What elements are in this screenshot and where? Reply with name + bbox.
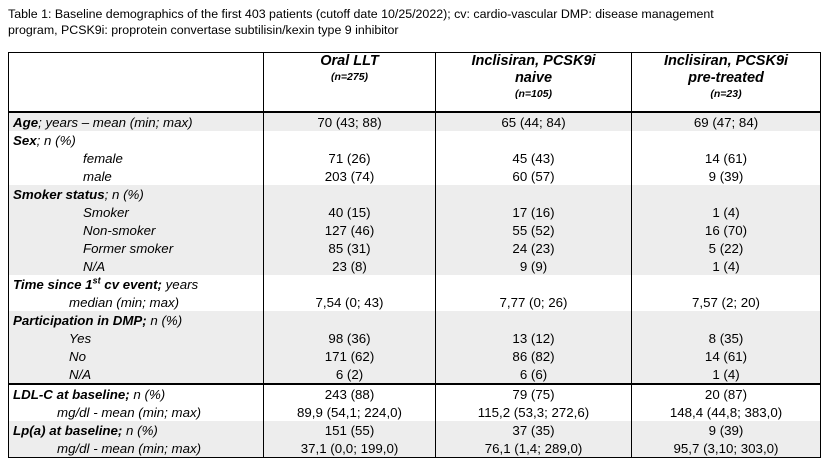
table-row-male	[9, 167, 821, 185]
table-row-median	[9, 293, 821, 311]
caption-line-1: Table 1: Baseline demographics of the first 403 patients (cutoff date 10/25/2022); cv: cardio-vascular DMP: disease management	[8, 7, 714, 21]
row-label: Non-smoker	[9, 221, 264, 239]
header-oral-llt	[264, 53, 436, 113]
header-inclisiran-pretreated	[632, 53, 821, 113]
table-row-non-smoker	[9, 221, 821, 239]
cell-value: 151 (55)	[264, 421, 436, 439]
table-row-ldl-c	[9, 384, 821, 403]
table-row-sex	[9, 131, 821, 149]
column-title: Inclisiran, PCSK9i	[663, 53, 789, 69]
cell-value: 6 (6)	[436, 365, 632, 384]
cell-value: 7,57 (2; 20)	[632, 293, 821, 311]
cell-value: 6 (2)	[264, 365, 436, 384]
cell-value: 98 (36)	[264, 329, 436, 347]
cell-value: 20 (87)	[632, 384, 821, 403]
caption-line-2: program, PCSK9i: proprotein convertase subtilisin/kexin type 9 inhibitor	[8, 23, 399, 37]
row-label: Yes	[9, 329, 264, 347]
column-title: Inclisiran, PCSK9i	[471, 53, 596, 69]
header-row	[9, 53, 821, 113]
cell-value: 55 (52)	[436, 221, 632, 239]
row-label: Sex; n (%)	[9, 131, 264, 149]
row-label: male	[9, 167, 264, 185]
row-label: mg/dl - mean (min; max)	[9, 403, 264, 421]
cell-value: 115,2 (53,3; 272,6)	[436, 403, 632, 421]
cell-value: 171 (62)	[264, 347, 436, 365]
cell-value: 95,7 (3,10; 303,0)	[632, 439, 821, 458]
cell-value: 37,1 (0,0; 199,0)	[264, 439, 436, 458]
row-label: median (min; max)	[9, 293, 264, 311]
column-n: (n=275)	[330, 71, 369, 83]
table-caption	[8, 6, 820, 38]
table-row-time-since-cv-event	[9, 275, 821, 293]
cell-value: 85 (31)	[264, 239, 436, 257]
row-label: Former smoker	[9, 239, 264, 257]
table-row-smoker-status	[9, 185, 821, 203]
table-row-former-smoker	[9, 239, 821, 257]
row-label: N/A	[9, 365, 264, 384]
cell-value: 1 (4)	[632, 365, 821, 384]
row-label: Smoker status; n (%)	[9, 185, 264, 203]
cell-value: 148,4 (44,8; 383,0)	[632, 403, 821, 421]
cell-value: 9 (9)	[436, 257, 632, 275]
cell-value: 71 (26)	[264, 149, 436, 167]
table-row-female	[9, 149, 821, 167]
cell-value: 7,77 (0; 26)	[436, 293, 632, 311]
table-row-dmp	[9, 311, 821, 329]
cell-value: 23 (8)	[264, 257, 436, 275]
cell-value: 70 (43; 88)	[264, 112, 436, 131]
column-n: (n=105)	[514, 88, 553, 100]
row-label: Lp(a) at baseline; n (%)	[9, 421, 264, 439]
row-label: mg/dl - mean (min; max)	[9, 439, 264, 458]
cell-value: 9 (39)	[632, 167, 821, 185]
table-row-lpa-mean	[9, 439, 821, 458]
cell-value: 60 (57)	[436, 167, 632, 185]
cell-value: 40 (15)	[264, 203, 436, 221]
cell-value: 16 (70)	[632, 221, 821, 239]
row-label: Smoker	[9, 203, 264, 221]
row-label: Age; years – mean (min; max)	[9, 112, 264, 131]
row-label: No	[9, 347, 264, 365]
cell-value: 65 (44; 84)	[436, 112, 632, 131]
cell-value: 8 (35)	[632, 329, 821, 347]
table-row-na-dmp	[9, 365, 821, 384]
column-n: (n=23)	[710, 88, 742, 100]
header-empty-cell	[9, 53, 264, 113]
cell-value: 1 (4)	[632, 203, 821, 221]
column-title: Oral LLT	[320, 53, 379, 69]
table-row-smoker	[9, 203, 821, 221]
table-row-yes	[9, 329, 821, 347]
row-label: LDL-C at baseline; n (%)	[9, 384, 264, 403]
cell-value: 5 (22)	[632, 239, 821, 257]
table-row-lpa	[9, 421, 821, 439]
cell-value: 76,1 (1,4; 289,0)	[436, 439, 632, 458]
cell-value: 7,54 (0; 43)	[264, 293, 436, 311]
table-row-no	[9, 347, 821, 365]
cell-value: 86 (82)	[436, 347, 632, 365]
cell-value: 79 (75)	[436, 384, 632, 403]
row-label: Participation in DMP; n (%)	[9, 311, 264, 329]
cell-value: 37 (35)	[436, 421, 632, 439]
table-row-age	[9, 112, 821, 131]
cell-value: 45 (43)	[436, 149, 632, 167]
cell-value: 14 (61)	[632, 347, 821, 365]
row-label: female	[9, 149, 264, 167]
demographics-table	[8, 52, 821, 458]
cell-value: 17 (16)	[436, 203, 632, 221]
table-row-ldl-mean	[9, 403, 821, 421]
cell-value: 69 (47; 84)	[632, 112, 821, 131]
cell-value: 1 (4)	[632, 257, 821, 275]
cell-value: 24 (23)	[436, 239, 632, 257]
header-inclisiran-naive	[436, 53, 632, 113]
cell-value: 127 (46)	[264, 221, 436, 239]
cell-value: 243 (88)	[264, 384, 436, 403]
row-label: Time since 1st cv event; years	[9, 275, 264, 293]
cell-value: 203 (74)	[264, 167, 436, 185]
cell-value: 9 (39)	[632, 421, 821, 439]
table-row-na-smoker	[9, 257, 821, 275]
row-label: N/A	[9, 257, 264, 275]
cell-value: 13 (12)	[436, 329, 632, 347]
column-title-2: naive	[514, 70, 553, 86]
cell-value: 14 (61)	[632, 149, 821, 167]
column-title-2: pre-treated	[688, 70, 764, 86]
cell-value: 89,9 (54,1; 224,0)	[264, 403, 436, 421]
